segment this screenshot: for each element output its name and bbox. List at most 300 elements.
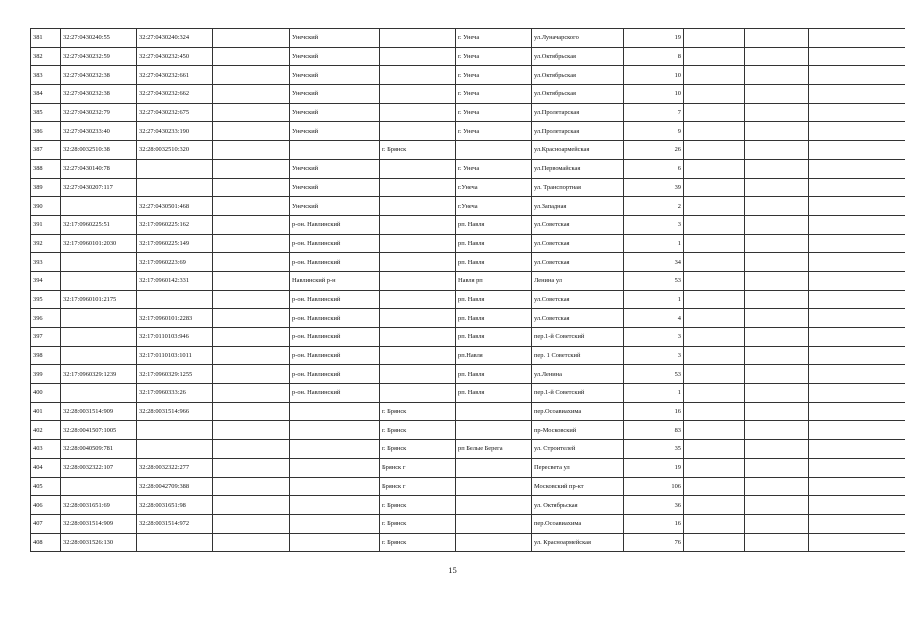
- old-cadastral-number-cell: [61, 253, 137, 272]
- cadastral-number-cell: [137, 421, 213, 440]
- old-cadastral-number-cell: 32:27:0430233:40: [61, 122, 137, 141]
- cadastral-number-cell: 32:27:0430232:675: [137, 103, 213, 122]
- row-number-cell: 388: [31, 159, 61, 178]
- extra-1-cell: [684, 346, 745, 365]
- city-cell: [380, 159, 456, 178]
- extra-3-cell: [809, 458, 905, 477]
- old-cadastral-number-cell: 32:17:0960101:2030: [61, 234, 137, 253]
- city-cell: [380, 290, 456, 309]
- street-cell: пр-Московский: [532, 421, 624, 440]
- extra-3-cell: [809, 514, 905, 533]
- city-cell: [380, 328, 456, 347]
- street-cell: ул.Советская: [532, 290, 624, 309]
- row-number-cell: 404: [31, 458, 61, 477]
- old-cadastral-number-cell: 32:28:0031514:909: [61, 402, 137, 421]
- extra-1-cell: [684, 421, 745, 440]
- row-number-cell: 384: [31, 85, 61, 104]
- row-number-cell: 407: [31, 514, 61, 533]
- table-row: [31, 253, 905, 272]
- empty-cell: [213, 159, 290, 178]
- extra-2-cell: [745, 290, 809, 309]
- empty-cell: [213, 328, 290, 347]
- extra-3-cell: [809, 402, 905, 421]
- cadastral-number-cell: 32:27:0430232:450: [137, 47, 213, 66]
- cadastral-number-cell: [137, 290, 213, 309]
- city-cell: [380, 309, 456, 328]
- district-cell: [290, 458, 380, 477]
- old-cadastral-number-cell: 32:28:0031526:130: [61, 533, 137, 552]
- extra-3-cell: [809, 29, 905, 48]
- old-cadastral-number-cell: [61, 384, 137, 403]
- table-row: [31, 440, 905, 459]
- street-cell: ул.Пролетарская: [532, 103, 624, 122]
- house-number-cell: 10: [624, 85, 684, 104]
- old-cadastral-number-cell: 32:27:0430207:117: [61, 178, 137, 197]
- settlement-cell: [456, 141, 532, 160]
- house-number-cell: 16: [624, 402, 684, 421]
- settlement-cell: рп. Навля: [456, 365, 532, 384]
- table-row: [31, 29, 905, 48]
- old-cadastral-number-cell: 32:27:0430232:38: [61, 66, 137, 85]
- extra-3-cell: [809, 290, 905, 309]
- cadastral-number-cell: 32:17:0960225:149: [137, 234, 213, 253]
- cadastral-number-cell: 32:17:0960329:1255: [137, 365, 213, 384]
- extra-3-cell: [809, 496, 905, 515]
- city-cell: г. Брянск: [380, 533, 456, 552]
- settlement-cell: [456, 533, 532, 552]
- extra-3-cell: [809, 421, 905, 440]
- settlement-cell: [456, 402, 532, 421]
- cadastral-number-cell: 32:28:0031514:966: [137, 402, 213, 421]
- street-cell: Пересвета ул: [532, 458, 624, 477]
- district-cell: р-он. Навлинский: [290, 365, 380, 384]
- table-row: [31, 85, 905, 104]
- row-number-cell: 391: [31, 215, 61, 234]
- row-number-cell: 381: [31, 29, 61, 48]
- registry-table: [30, 28, 905, 552]
- extra-1-cell: [684, 47, 745, 66]
- table-row: [31, 159, 905, 178]
- old-cadastral-number-cell: 32:28:0031514:909: [61, 514, 137, 533]
- district-cell: [290, 440, 380, 459]
- old-cadastral-number-cell: 32:17:0960225:51: [61, 215, 137, 234]
- cadastral-number-cell: 32:17:0110103:946: [137, 328, 213, 347]
- row-number-cell: 401: [31, 402, 61, 421]
- extra-2-cell: [745, 159, 809, 178]
- house-number-cell: 6: [624, 159, 684, 178]
- table-row: [31, 290, 905, 309]
- settlement-cell: [456, 514, 532, 533]
- street-cell: ул. Транспортная: [532, 178, 624, 197]
- extra-1-cell: [684, 29, 745, 48]
- extra-3-cell: [809, 346, 905, 365]
- old-cadastral-number-cell: 32:27:0430232:59: [61, 47, 137, 66]
- settlement-cell: [456, 458, 532, 477]
- settlement-cell: г. Унеча: [456, 47, 532, 66]
- row-number-cell: 400: [31, 384, 61, 403]
- cadastral-number-cell: 32:17:0960225:162: [137, 215, 213, 234]
- house-number-cell: 3: [624, 328, 684, 347]
- old-cadastral-number-cell: 32:28:0032322:107: [61, 458, 137, 477]
- house-number-cell: 2: [624, 197, 684, 216]
- empty-cell: [213, 234, 290, 253]
- row-number-cell: 383: [31, 66, 61, 85]
- table-row: [31, 141, 905, 160]
- settlement-cell: г. Унеча: [456, 85, 532, 104]
- table-row: [31, 514, 905, 533]
- table-row: [31, 309, 905, 328]
- empty-cell: [213, 141, 290, 160]
- house-number-cell: 35: [624, 440, 684, 459]
- extra-2-cell: [745, 477, 809, 496]
- settlement-cell: [456, 496, 532, 515]
- extra-3-cell: [809, 178, 905, 197]
- district-cell: Унечский: [290, 197, 380, 216]
- settlement-cell: рп. Навля: [456, 215, 532, 234]
- street-cell: пер.1-й Советский: [532, 328, 624, 347]
- table-row: [31, 384, 905, 403]
- city-cell: г. Брянск: [380, 421, 456, 440]
- district-cell: р-он. Навлинский: [290, 253, 380, 272]
- cadastral-number-cell: 32:28:0042709:388: [137, 477, 213, 496]
- settlement-cell: г.Унеча: [456, 197, 532, 216]
- old-cadastral-number-cell: 32:17:0960329:1239: [61, 365, 137, 384]
- row-number-cell: 390: [31, 197, 61, 216]
- street-cell: ул. Строителей: [532, 440, 624, 459]
- city-cell: [380, 85, 456, 104]
- street-cell: ул.Октябрьская: [532, 47, 624, 66]
- extra-2-cell: [745, 346, 809, 365]
- old-cadastral-number-cell: [61, 309, 137, 328]
- house-number-cell: 3: [624, 346, 684, 365]
- extra-1-cell: [684, 103, 745, 122]
- district-cell: Унечский: [290, 85, 380, 104]
- city-cell: г. Брянск: [380, 496, 456, 515]
- extra-1-cell: [684, 290, 745, 309]
- cadastral-number-cell: 32:27:0430232:661: [137, 66, 213, 85]
- empty-cell: [213, 29, 290, 48]
- row-number-cell: 394: [31, 271, 61, 290]
- empty-cell: [213, 384, 290, 403]
- house-number-cell: 26: [624, 141, 684, 160]
- cadastral-number-cell: 32:27:0430232:662: [137, 85, 213, 104]
- cadastral-number-cell: 32:17:0960333:26: [137, 384, 213, 403]
- table-row: [31, 122, 905, 141]
- old-cadastral-number-cell: 32:28:0032510:38: [61, 141, 137, 160]
- settlement-cell: рп. Навля: [456, 384, 532, 403]
- row-number-cell: 398: [31, 346, 61, 365]
- extra-2-cell: [745, 234, 809, 253]
- city-cell: [380, 384, 456, 403]
- extra-2-cell: [745, 365, 809, 384]
- extra-2-cell: [745, 215, 809, 234]
- table-row: [31, 328, 905, 347]
- settlement-cell: г.Унеча: [456, 178, 532, 197]
- empty-cell: [213, 402, 290, 421]
- empty-cell: [213, 496, 290, 515]
- table-row: [31, 178, 905, 197]
- old-cadastral-number-cell: [61, 197, 137, 216]
- old-cadastral-number-cell: 32:28:0040509:781: [61, 440, 137, 459]
- old-cadastral-number-cell: 32:27:0430232:38: [61, 85, 137, 104]
- table-row: [31, 271, 905, 290]
- table-row: [31, 533, 905, 552]
- table-row: [31, 66, 905, 85]
- extra-1-cell: [684, 402, 745, 421]
- empty-cell: [213, 122, 290, 141]
- house-number-cell: 16: [624, 514, 684, 533]
- district-cell: [290, 402, 380, 421]
- empty-cell: [213, 271, 290, 290]
- extra-1-cell: [684, 458, 745, 477]
- street-cell: ул.Западная: [532, 197, 624, 216]
- extra-3-cell: [809, 197, 905, 216]
- district-cell: Унечский: [290, 29, 380, 48]
- page-number: 15: [448, 565, 457, 575]
- cadastral-number-cell: 32:17:0960142:331: [137, 271, 213, 290]
- extra-3-cell: [809, 271, 905, 290]
- district-cell: р-он. Навлинский: [290, 328, 380, 347]
- house-number-cell: 106: [624, 477, 684, 496]
- cadastral-number-cell: [137, 159, 213, 178]
- extra-2-cell: [745, 141, 809, 160]
- street-cell: ул.Красноармейская: [532, 141, 624, 160]
- extra-1-cell: [684, 328, 745, 347]
- house-number-cell: 36: [624, 496, 684, 515]
- house-number-cell: 8: [624, 47, 684, 66]
- row-number-cell: 396: [31, 309, 61, 328]
- district-cell: Унечский: [290, 178, 380, 197]
- city-cell: [380, 346, 456, 365]
- extra-1-cell: [684, 178, 745, 197]
- city-cell: [380, 253, 456, 272]
- city-cell: Брянск г: [380, 477, 456, 496]
- house-number-cell: 19: [624, 458, 684, 477]
- extra-2-cell: [745, 421, 809, 440]
- city-cell: г. Брянск: [380, 440, 456, 459]
- row-number-cell: 399: [31, 365, 61, 384]
- row-number-cell: 386: [31, 122, 61, 141]
- house-number-cell: 19: [624, 29, 684, 48]
- old-cadastral-number-cell: [61, 271, 137, 290]
- old-cadastral-number-cell: 32:27:0430240:55: [61, 29, 137, 48]
- city-cell: [380, 103, 456, 122]
- table-row: [31, 346, 905, 365]
- old-cadastral-number-cell: 32:28:0041507:1005: [61, 421, 137, 440]
- empty-cell: [213, 253, 290, 272]
- settlement-cell: рп. Навля: [456, 290, 532, 309]
- extra-3-cell: [809, 328, 905, 347]
- extra-1-cell: [684, 215, 745, 234]
- table-body: [31, 29, 905, 552]
- table-row: [31, 458, 905, 477]
- old-cadastral-number-cell: [61, 328, 137, 347]
- settlement-cell: рп.Навля: [456, 346, 532, 365]
- old-cadastral-number-cell: 32:27:0430140:78: [61, 159, 137, 178]
- empty-cell: [213, 514, 290, 533]
- district-cell: [290, 477, 380, 496]
- extra-2-cell: [745, 514, 809, 533]
- house-number-cell: 76: [624, 533, 684, 552]
- table-row: [31, 215, 905, 234]
- street-cell: пер. 1 Советский: [532, 346, 624, 365]
- settlement-cell: рп. Навля: [456, 309, 532, 328]
- cadastral-number-cell: 32:28:0032510:320: [137, 141, 213, 160]
- street-cell: Ленина ул: [532, 271, 624, 290]
- extra-2-cell: [745, 66, 809, 85]
- district-cell: Унечский: [290, 47, 380, 66]
- street-cell: Московский пр-кт: [532, 477, 624, 496]
- street-cell: пер.1-й Советский: [532, 384, 624, 403]
- cadastral-number-cell: 32:17:0960101:2283: [137, 309, 213, 328]
- empty-cell: [213, 197, 290, 216]
- extra-3-cell: [809, 234, 905, 253]
- extra-1-cell: [684, 271, 745, 290]
- city-cell: [380, 47, 456, 66]
- extra-3-cell: [809, 384, 905, 403]
- settlement-cell: г. Унеча: [456, 66, 532, 85]
- extra-3-cell: [809, 159, 905, 178]
- city-cell: Брянск г: [380, 458, 456, 477]
- empty-cell: [213, 533, 290, 552]
- cadastral-number-cell: 32:27:0430501:468: [137, 197, 213, 216]
- empty-cell: [213, 290, 290, 309]
- cadastral-number-cell: 32:28:0031514:972: [137, 514, 213, 533]
- cadastral-number-cell: [137, 533, 213, 552]
- street-cell: ул. Красноармейская: [532, 533, 624, 552]
- extra-2-cell: [745, 103, 809, 122]
- extra-1-cell: [684, 159, 745, 178]
- cadastral-number-cell: [137, 178, 213, 197]
- extra-2-cell: [745, 496, 809, 515]
- extra-1-cell: [684, 440, 745, 459]
- old-cadastral-number-cell: 32:17:0960101:2175: [61, 290, 137, 309]
- city-cell: [380, 122, 456, 141]
- cadastral-number-cell: 32:17:0110103:1011: [137, 346, 213, 365]
- district-cell: Унечский: [290, 122, 380, 141]
- street-cell: ул.Пролетарская: [532, 122, 624, 141]
- extra-2-cell: [745, 178, 809, 197]
- extra-2-cell: [745, 29, 809, 48]
- street-cell: ул. Октябрьская: [532, 496, 624, 515]
- district-cell: р-он. Навлинский: [290, 215, 380, 234]
- district-cell: р-он. Навлинский: [290, 346, 380, 365]
- old-cadastral-number-cell: 32:28:0031651:69: [61, 496, 137, 515]
- row-number-cell: 382: [31, 47, 61, 66]
- city-cell: [380, 234, 456, 253]
- extra-3-cell: [809, 365, 905, 384]
- extra-3-cell: [809, 66, 905, 85]
- table-row: [31, 496, 905, 515]
- city-cell: [380, 29, 456, 48]
- house-number-cell: 10: [624, 66, 684, 85]
- district-cell: Навлинский р-н: [290, 271, 380, 290]
- district-cell: Унечский: [290, 103, 380, 122]
- row-number-cell: 406: [31, 496, 61, 515]
- city-cell: [380, 178, 456, 197]
- house-number-cell: 1: [624, 384, 684, 403]
- settlement-cell: г. Унеча: [456, 103, 532, 122]
- city-cell: г. Брянск: [380, 514, 456, 533]
- settlement-cell: г. Унеча: [456, 122, 532, 141]
- extra-2-cell: [745, 402, 809, 421]
- table-row: [31, 47, 905, 66]
- extra-1-cell: [684, 234, 745, 253]
- house-number-cell: 83: [624, 421, 684, 440]
- extra-2-cell: [745, 85, 809, 104]
- street-cell: ул.Советская: [532, 234, 624, 253]
- cadastral-number-cell: 32:17:0960223:69: [137, 253, 213, 272]
- extra-3-cell: [809, 47, 905, 66]
- street-cell: ул.Октябрьская: [532, 66, 624, 85]
- extra-1-cell: [684, 309, 745, 328]
- extra-1-cell: [684, 66, 745, 85]
- cadastral-number-cell: 32:27:0430240:324: [137, 29, 213, 48]
- table-row: [31, 197, 905, 216]
- extra-3-cell: [809, 103, 905, 122]
- city-cell: [380, 197, 456, 216]
- empty-cell: [213, 178, 290, 197]
- old-cadastral-number-cell: [61, 346, 137, 365]
- street-cell: ул.Советская: [532, 253, 624, 272]
- district-cell: р-он. Навлинский: [290, 290, 380, 309]
- row-number-cell: 405: [31, 477, 61, 496]
- house-number-cell: 4: [624, 309, 684, 328]
- row-number-cell: 402: [31, 421, 61, 440]
- street-cell: ул.Первомайская: [532, 159, 624, 178]
- extra-2-cell: [745, 271, 809, 290]
- city-cell: г. Брянск: [380, 141, 456, 160]
- house-number-cell: 9: [624, 122, 684, 141]
- house-number-cell: 1: [624, 234, 684, 253]
- extra-3-cell: [809, 141, 905, 160]
- house-number-cell: 39: [624, 178, 684, 197]
- row-number-cell: 408: [31, 533, 61, 552]
- extra-1-cell: [684, 533, 745, 552]
- empty-cell: [213, 346, 290, 365]
- empty-cell: [213, 85, 290, 104]
- district-cell: Унечский: [290, 66, 380, 85]
- house-number-cell: 34: [624, 253, 684, 272]
- extra-3-cell: [809, 253, 905, 272]
- settlement-cell: [456, 421, 532, 440]
- extra-2-cell: [745, 384, 809, 403]
- row-number-cell: 393: [31, 253, 61, 272]
- settlement-cell: г. Унеча: [456, 159, 532, 178]
- empty-cell: [213, 309, 290, 328]
- extra-2-cell: [745, 458, 809, 477]
- street-cell: ул.Ленина: [532, 365, 624, 384]
- settlement-cell: [456, 477, 532, 496]
- city-cell: [380, 66, 456, 85]
- table-row: [31, 402, 905, 421]
- row-number-cell: 392: [31, 234, 61, 253]
- extra-2-cell: [745, 122, 809, 141]
- street-cell: пер.Осоавиахима: [532, 514, 624, 533]
- row-number-cell: 389: [31, 178, 61, 197]
- extra-2-cell: [745, 440, 809, 459]
- settlement-cell: рп. Навля: [456, 234, 532, 253]
- street-cell: ул.Октябрьская: [532, 85, 624, 104]
- extra-1-cell: [684, 122, 745, 141]
- street-cell: ул.Советская: [532, 309, 624, 328]
- extra-2-cell: [745, 328, 809, 347]
- district-cell: р-он. Навлинский: [290, 234, 380, 253]
- extra-1-cell: [684, 141, 745, 160]
- settlement-cell: г. Унеча: [456, 29, 532, 48]
- settlement-cell: рп. Навля: [456, 328, 532, 347]
- extra-3-cell: [809, 477, 905, 496]
